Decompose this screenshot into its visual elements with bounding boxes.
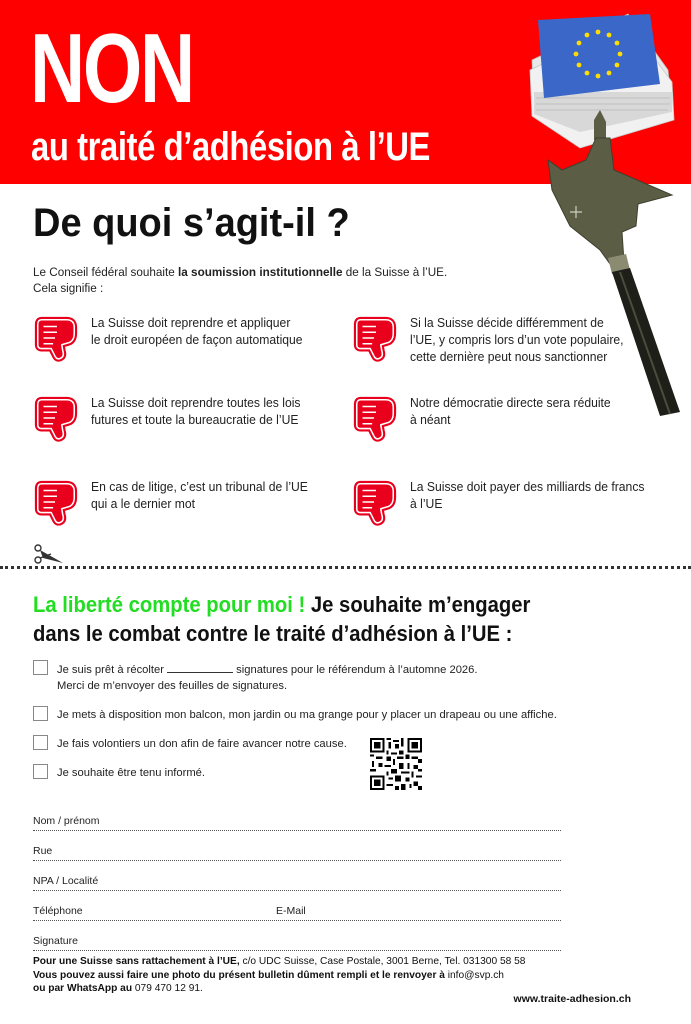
point-line: qui a le dernier mot (91, 496, 196, 511)
point-item (352, 394, 621, 442)
intro-pre: Le Conseil fédéral souhaite (33, 265, 179, 279)
form-heading-green: La liberté compte pour moi ! (33, 592, 306, 617)
name-field[interactable] (33, 810, 561, 831)
intro-bold: la soumission institutionnelle (178, 265, 343, 279)
field-label: Signature (33, 935, 78, 947)
qr-code-icon[interactable] (370, 738, 422, 790)
point-item (33, 478, 319, 526)
signature-field[interactable] (33, 930, 561, 951)
point-item (352, 478, 657, 526)
point-line: le droit européen de façon automatique (91, 332, 303, 347)
option-text: Merci de m’envoyer des feuilles de signatures. (57, 680, 288, 692)
option-text: Je fais volontiers un don afin de faire avancer notre cause. (57, 738, 347, 750)
phone-email-field[interactable] (33, 900, 561, 921)
checkbox[interactable] (33, 706, 48, 721)
thumbs-down-icon (33, 394, 79, 442)
option-donation (33, 736, 347, 752)
option-text: Je souhaite être tenu informé. (57, 767, 206, 779)
section-heading: De quoi s’agit-il ? (33, 201, 350, 245)
point-line: cette dernière peut nous sanctionner (410, 349, 608, 364)
checkbox[interactable] (33, 735, 48, 750)
option-text: signatures pour le référendum à l’automne 2026. (233, 664, 478, 676)
point-line: La Suisse doit reprendre toutes les lois (91, 395, 301, 410)
checkbox[interactable] (33, 660, 48, 675)
footer-email[interactable]: info@svp.ch (444, 969, 504, 981)
option-collect-signatures (33, 661, 477, 694)
signature-count-input[interactable] (167, 661, 233, 673)
cut-line (0, 566, 691, 569)
point-line: En cas de litige, c’est un tribunal de l’UE (91, 479, 308, 494)
email-label: E-Mail (276, 905, 306, 917)
headline-non: NON (30, 13, 193, 123)
footer-text (33, 955, 525, 996)
point-line: futures et toute la bureaucratie de l’UE (91, 412, 299, 427)
scissors-icon (33, 544, 65, 566)
thumbs-down-icon (352, 314, 398, 362)
thumbs-down-icon (33, 478, 79, 526)
point-line: à l’UE (410, 496, 443, 511)
point-line: Si la Suisse décide différemment de (410, 315, 604, 330)
intro-line2: Cela signifie : (33, 281, 104, 295)
point-line: Notre démocratie directe sera réduite (410, 395, 611, 410)
field-label: NPA / Localité (33, 875, 99, 887)
point-item (33, 394, 312, 442)
form-heading (33, 590, 530, 648)
point-item (352, 314, 635, 365)
point-line: La Suisse doit payer des milliards de francs (410, 479, 645, 494)
headline-subtitle: au traité d’adhésion à l’UE (31, 125, 431, 169)
intro-text (33, 264, 447, 296)
option-text: Je suis prêt à récolter (57, 664, 168, 676)
footer-whatsapp[interactable]: 079 470 12 91. (132, 983, 203, 994)
footer-line2-bold: Vous pouvez aussi faire une photo du présent bulletin dûment rempli et le renvoyer à (33, 969, 445, 981)
phone-label: Téléphone (33, 905, 83, 917)
thumbs-down-icon (33, 314, 79, 362)
point-item (33, 314, 314, 362)
point-line: La Suisse doit reprendre et appliquer (91, 315, 291, 330)
website-link[interactable]: www.traite-adhesion.ch (513, 993, 631, 1005)
form-heading-line2: dans le combat contre le traité d’adhésion à l’UE : (33, 621, 513, 646)
form-heading-rest: Je souhaite m’engager (305, 592, 531, 617)
footer-line3-bold: ou par WhatsApp au (33, 983, 133, 994)
checkbox[interactable] (33, 764, 48, 779)
option-text: Je mets à disposition mon balcon, mon jardin ou ma grange pour y placer un drapeau ou une affiche. (57, 709, 557, 721)
thumbs-down-icon (352, 394, 398, 442)
street-field[interactable] (33, 840, 561, 861)
point-line: à néant (410, 412, 451, 427)
thumbs-down-icon (352, 478, 398, 526)
footer-line1: c/o UDC Suisse, Case Postale, 3001 Berne, Tel. 031300 58 58 (239, 956, 526, 967)
city-field[interactable] (33, 870, 561, 891)
footer-line1-bold: Pour une Suisse sans rattachement à l’UE, (33, 956, 240, 967)
eu-flag-cover (538, 14, 660, 98)
option-balcony (33, 707, 557, 723)
option-informed (33, 765, 205, 781)
intro-post: de la Suisse à l’UE. (342, 265, 448, 279)
point-line: l’UE, y compris lors d’un vote populaire, (410, 332, 624, 347)
field-label: Nom / prénom (33, 815, 100, 827)
field-label: Rue (33, 845, 53, 857)
halberd-blade (548, 138, 672, 264)
